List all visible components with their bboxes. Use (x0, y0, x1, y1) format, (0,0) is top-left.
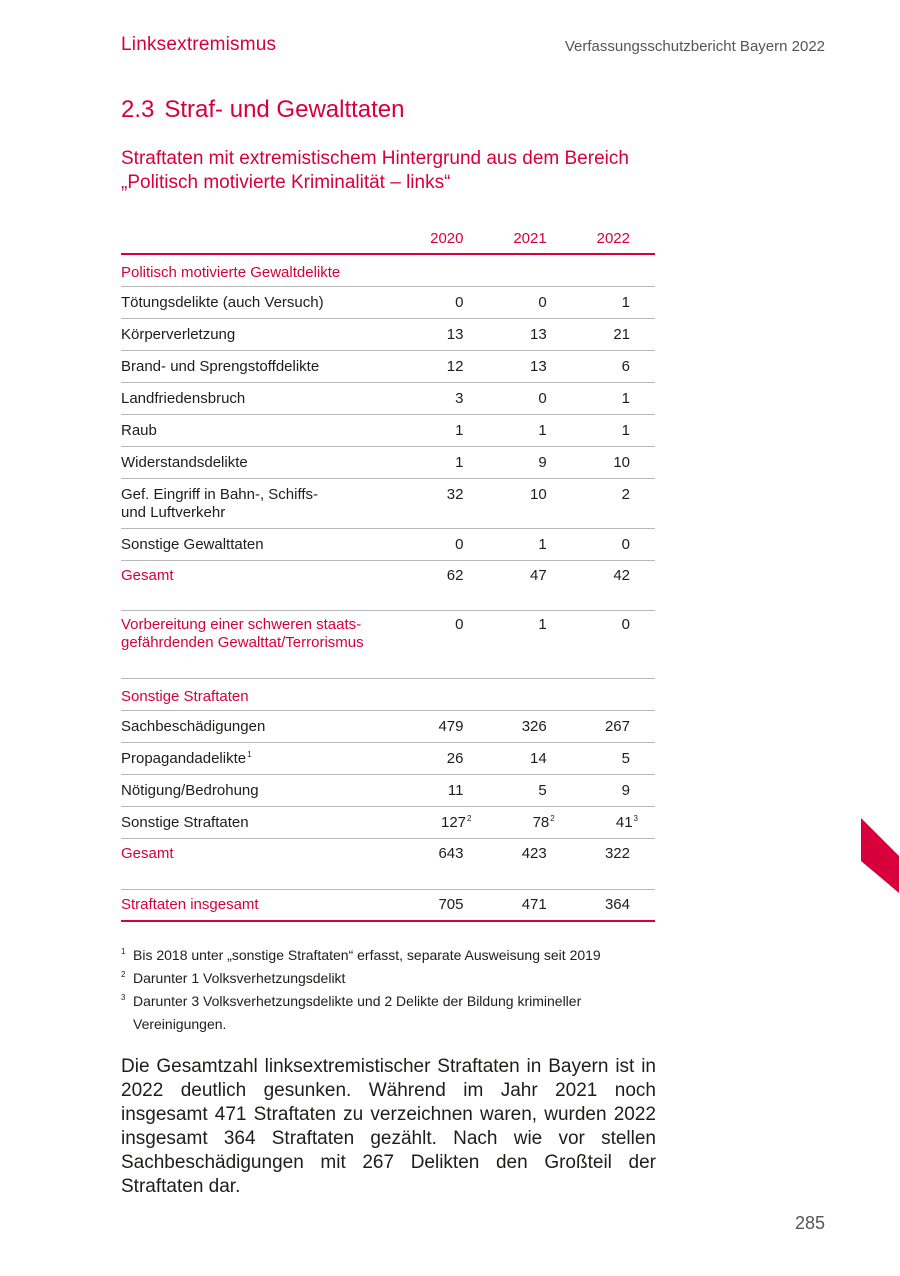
footnote (121, 944, 661, 967)
footnote-text: Darunter 1 Volksverhetzungsdelikt (133, 970, 346, 986)
chapter-tab-shape (861, 818, 899, 893)
value-cell: 326 (488, 711, 571, 743)
value-cell: 0 (572, 528, 655, 560)
value-cell: 0 (488, 382, 571, 414)
row-label: Sonstige Straftaten (121, 807, 405, 839)
value-cell: 10 (572, 446, 655, 478)
grand-total-value: 364 (572, 889, 655, 921)
header-label-cell (121, 222, 405, 254)
footnote-mark: 2 (121, 970, 126, 979)
row-label (121, 743, 405, 775)
value-cell: 1 (405, 414, 488, 446)
category-row-violent (121, 254, 655, 286)
row-label: Widerstandsdelikte (121, 446, 405, 478)
table-row (121, 743, 655, 775)
grand-total-row (121, 889, 655, 921)
subtotal-value: 62 (446, 566, 464, 584)
section-number: 2.3 (121, 96, 155, 123)
table-spacer (121, 592, 655, 611)
value-text: 41 (615, 814, 633, 831)
table-row (121, 382, 655, 414)
table-spacer (121, 871, 655, 890)
table-row (121, 478, 655, 528)
table-row (121, 414, 655, 446)
value-cell: 10 (488, 478, 571, 528)
value-cell: 1 (488, 414, 571, 446)
value-cell: 32 (405, 478, 488, 528)
row-label: Tötungsdelikte (auch Versuch) (121, 286, 405, 318)
table-row (121, 350, 655, 382)
table-row (121, 711, 655, 743)
subtotal-value: 322 (604, 845, 630, 862)
table-row (121, 318, 655, 350)
spacer-cell (121, 592, 655, 611)
category-heading: Politisch motivierte Gewaltdelikte (121, 254, 655, 286)
value-text: 78 (532, 814, 550, 831)
section-title-text: Straf- und Gewalttaten (164, 96, 405, 123)
value-cell: 0 (572, 611, 655, 679)
value-cell: 13 (488, 350, 571, 382)
value-cell: 21 (572, 318, 655, 350)
row-label: Körperverletzung (121, 318, 405, 350)
running-header-chapter: Linksextremismus (121, 34, 277, 55)
row-label: Raub (121, 414, 405, 446)
value-cell: 479 (405, 711, 488, 743)
table-row (121, 775, 655, 807)
row-label-text: Propagandadelikte (121, 750, 247, 767)
page-number: 285 (794, 1213, 825, 1233)
footnote-mark: 3 (121, 993, 126, 1002)
table-row (121, 807, 655, 839)
value-cell: 1 (488, 528, 571, 560)
value-cell: 0 (405, 286, 488, 318)
value-cell: 11 (405, 775, 488, 807)
row-label: Brand- und Sprengstoffdelikte (121, 350, 405, 382)
subtotal-label: Gesamt (121, 566, 174, 584)
table-row (121, 286, 655, 318)
footnote (121, 990, 661, 1036)
value-cell: 9 (572, 775, 655, 807)
subtotal-value: 423 (521, 845, 547, 862)
row-label: Gef. Eingriff in Bahn-, Schiffs- und Luftverkehr (121, 478, 405, 528)
value-cell: 13 (405, 318, 488, 350)
value-cell (405, 807, 488, 839)
grand-total-label: Straftaten insgesamt (121, 889, 405, 921)
value-cell: 26 (405, 743, 488, 775)
value-cell: 2 (572, 478, 655, 528)
chapter-tab-marker (861, 818, 899, 893)
footnotes (121, 944, 661, 1036)
terrorism-label: Vorbereitung einer schweren staats- gefährdenden Gewalttat/Terrorismus (121, 611, 405, 679)
year-header: 2022 (572, 222, 655, 254)
value-text: 127 (441, 814, 467, 831)
value-cell (488, 807, 571, 839)
value-cell: 1 (488, 611, 571, 679)
table-row (121, 446, 655, 478)
value-cell: 1 (572, 286, 655, 318)
value-cell: 13 (488, 318, 571, 350)
value-cell: 14 (488, 743, 571, 775)
value-cell: 1 (572, 414, 655, 446)
category-row-other (121, 679, 655, 711)
grand-total-value: 705 (405, 889, 488, 921)
grand-total-value: 471 (488, 889, 571, 921)
value-cell: 9 (488, 446, 571, 478)
value-cell: 1 (405, 446, 488, 478)
running-header-publication: Verfassungsschutzbericht Bayern 2022 (564, 38, 825, 55)
value-cell: 267 (572, 711, 655, 743)
subtotal-value: 643 (438, 845, 464, 862)
value-cell: 5 (572, 743, 655, 775)
footnote-ref: 3 (633, 814, 638, 823)
subtotal-value: 47 (530, 566, 547, 584)
row-label: Sonstige Gewalttaten (121, 528, 405, 560)
footnote-ref: 1 (247, 750, 252, 759)
terrorism-row (121, 611, 655, 679)
subtotal-value: 42 (613, 566, 630, 584)
table-title: Straftaten mit extremistischem Hintergrund aus dem Bereich „Politisch motivierte Kriminalität – links“ (121, 148, 629, 193)
value-cell: 12 (405, 350, 488, 382)
footnote-ref: 2 (550, 814, 555, 823)
year-header: 2020 (405, 222, 488, 254)
value-cell: 0 (405, 528, 488, 560)
year-header: 2021 (488, 222, 571, 254)
spacer-cell (121, 871, 655, 890)
row-label: Sachbeschädigungen (121, 711, 405, 743)
footnote-mark: 1 (121, 947, 126, 956)
footnote-text: Bis 2018 unter „sonstige Straftaten“ erfasst, separate Ausweisung seit 2019 (133, 947, 601, 963)
table-header-row (121, 222, 655, 254)
subtotal-label: Gesamt (121, 845, 174, 862)
row-label: Landfriedensbruch (121, 382, 405, 414)
value-cell: 5 (488, 775, 571, 807)
subtotal-row-violent (121, 560, 655, 592)
footnote-text: Darunter 3 Volksverhetzungsdelikte und 2 Delikte der Bildung krimineller Vereinigungen. (133, 993, 582, 1032)
row-label: Nötigung/Bedrohung (121, 775, 405, 807)
statistics-table (121, 222, 655, 922)
value-cell: 0 (405, 611, 488, 679)
footnote-ref: 2 (467, 814, 472, 823)
value-cell: 3 (405, 382, 488, 414)
value-cell: 6 (572, 350, 655, 382)
section-title (121, 96, 405, 124)
footnote (121, 967, 661, 990)
value-cell (572, 807, 655, 839)
value-cell: 1 (572, 382, 655, 414)
table-row (121, 528, 655, 560)
subtotal-row-other (121, 839, 655, 871)
body-paragraph: Die Gesamtzahl linksextremistischer Straftaten in Bayern ist in 2022 deutlich gesunken. Während im Jahr 2021 noch insgesamt 471 Straftaten zu verzeichnen waren, wurden 2022 insgesamt 364 Straftaten gezählt. Nach wie vor stellen Sachbeschädigungen mit 267 Delikten den Großteil der Straftaten dar. (121, 1056, 656, 1197)
value-cell: 0 (488, 286, 571, 318)
category-heading: Sonstige Straftaten (121, 679, 655, 711)
